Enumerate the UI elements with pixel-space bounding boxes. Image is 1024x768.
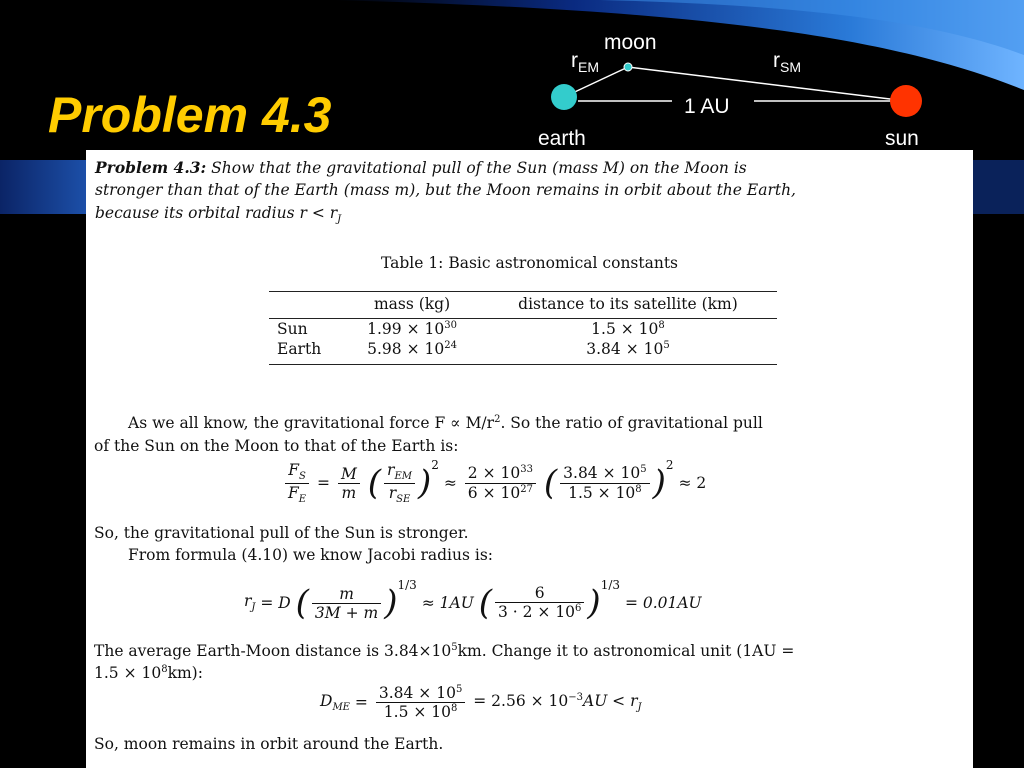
para1-exp: 2 <box>494 414 501 425</box>
r-em-main: r <box>571 49 578 72</box>
paren-close-3: ) <box>384 583 398 623</box>
n-den-exp: 27 <box>520 483 533 495</box>
rj <box>244 592 256 614</box>
mass-exp: 30 <box>444 320 457 331</box>
para4-2a: 1.5 × 10 <box>94 664 162 683</box>
para1-b: . So the ratio of gravitational pull <box>500 414 763 433</box>
table-header-row <box>269 292 777 319</box>
para4-2b: km): <box>167 664 203 683</box>
table-cell-mass <box>345 319 479 340</box>
f3-den-exp: 8 <box>451 703 458 715</box>
numeric-ratio-2 <box>560 464 649 501</box>
eq3-rhs-a: = 2.56 × 10 <box>473 692 569 711</box>
equation-distance <box>320 684 642 721</box>
d-den-exp: 8 <box>635 483 642 495</box>
para4-line1 <box>94 642 794 660</box>
paren-open-4: ( <box>478 583 492 623</box>
eq2-d: = D <box>260 594 291 612</box>
earth-label: earth <box>538 127 586 150</box>
table-header-0 <box>269 292 345 319</box>
big-m: M <box>338 465 360 484</box>
r-ratio <box>384 461 415 504</box>
eq2-exp: 1/3 <box>397 578 417 592</box>
problem-sub-3: J <box>337 214 342 226</box>
conclusion: So, moon remains in orbit around the Earth. <box>94 735 444 753</box>
paren-close: ) <box>418 463 432 503</box>
r-em-sub: EM <box>394 471 412 483</box>
para1-line2: of the Sun on the Moon to that of the Earth is: <box>94 437 459 455</box>
r-se-sub: SE <box>396 493 411 505</box>
constants-table <box>269 291 777 365</box>
eq2-exp2: 1/3 <box>600 578 620 592</box>
rj-main: r <box>244 592 252 611</box>
dist-base: 3.84 × 10 <box>586 340 664 359</box>
paren-open: ( <box>367 463 382 503</box>
para1-line1 <box>128 414 763 432</box>
numeric-ratio-1 <box>465 464 536 501</box>
six-over-denominator <box>495 584 584 621</box>
eq1-exp: 2 <box>431 458 439 472</box>
problem-text-1: Show that the gravitational pull of the Sun (mass M) on the Moon is <box>211 159 747 177</box>
paren-open-2: ( <box>543 463 558 503</box>
para4-exp: 5 <box>451 642 458 653</box>
eq3-rhs-exp: −3 <box>568 692 583 704</box>
problem-line-3 <box>95 204 341 225</box>
f2-den-exp: 6 <box>575 603 582 615</box>
para3: From formula (4.10) we know Jacobi radius is: <box>128 546 494 564</box>
moon-label: moon <box>604 31 657 54</box>
eq2-result: = 0.01AU <box>624 594 702 612</box>
d-num-exp: 5 <box>640 464 647 476</box>
f2-den: 3 · 2 × 10 <box>497 603 576 622</box>
para4-line2 <box>94 664 203 682</box>
r-sm-sub: SM <box>780 59 801 75</box>
r-se: r <box>388 483 397 502</box>
dist-exp: 8 <box>658 320 665 331</box>
table-row <box>269 339 777 365</box>
slide-title: Problem 4.3 <box>48 87 332 143</box>
eq3-rhs-b: AU < r <box>583 692 638 711</box>
eq3-equals: = <box>354 693 368 712</box>
table-cell-distance <box>479 339 777 365</box>
para1-a: As we all know, the gravitational force F ∝ M/r <box>128 414 495 433</box>
f1-den: 3M + m <box>314 603 379 622</box>
sun-label: sun <box>885 127 919 150</box>
d-num: 3.84 × 10 <box>563 464 641 483</box>
dist-exp: 5 <box>663 340 670 352</box>
fe-sub: E <box>298 493 307 505</box>
dme-main: D <box>320 692 333 711</box>
m-over-3m-plus-m <box>312 585 381 622</box>
dme <box>320 692 350 714</box>
eq1-result: ≈ 2 <box>678 474 707 492</box>
para4-a: The average Earth-Moon distance is 3.84×10 <box>94 642 452 661</box>
dist-base: 1.5 × 10 <box>591 320 659 339</box>
problem-line-1 <box>95 158 747 177</box>
f2-num: 6 <box>495 584 584 603</box>
problem-heading: Problem 4.3: <box>95 158 207 177</box>
f3-den: 1.5 × 10 <box>383 703 451 722</box>
eq1-exp2: 2 <box>665 458 674 472</box>
mass-exp: 24 <box>444 340 457 352</box>
distance-ratio <box>376 684 465 721</box>
fs: F <box>288 461 299 480</box>
r-em-sub: EM <box>578 59 599 75</box>
para4-b: km. Change it to astronomical unit (1AU = <box>457 642 795 661</box>
dme-sub: ME <box>332 702 350 714</box>
moon-sun-line <box>628 67 906 101</box>
fe: F <box>288 483 299 502</box>
para2: So, the gravitational pull of the Sun is stronger. <box>94 524 469 542</box>
table-cell-mass <box>345 339 479 365</box>
sun-circle <box>890 85 922 117</box>
table-row <box>269 319 777 340</box>
f3-num-exp: 5 <box>455 684 463 695</box>
mass-base: 1.99 × 10 <box>367 320 445 339</box>
eq3-rhs-sub: J <box>637 702 642 714</box>
r-sm-label <box>773 49 801 75</box>
equation-ratio <box>282 458 706 505</box>
orbit-diagram <box>0 0 1024 160</box>
distance-label: 1 AU <box>684 95 730 118</box>
problem-document <box>86 150 973 768</box>
fs-over-fe <box>285 461 309 504</box>
table-header-mass: mass (kg) <box>345 292 479 319</box>
eq2-approx: ≈ 1AU <box>421 594 474 612</box>
equation-jacobi <box>244 578 702 623</box>
problem-text-3: because its orbital radius r < r <box>95 204 338 222</box>
table-cell-distance <box>479 319 777 340</box>
f3-num: 3.84 × 10 <box>378 684 456 703</box>
paren-close-2: ) <box>652 463 666 503</box>
fs-sub: S <box>298 471 306 483</box>
mass-base: 5.98 × 10 <box>367 340 445 359</box>
paren-open-3: ( <box>295 583 309 623</box>
paren-close-4: ) <box>587 583 601 623</box>
table-header-distance: distance to its satellite (km) <box>479 292 777 319</box>
table-caption: Table 1: Basic astronomical constants <box>380 254 679 272</box>
earth-circle <box>551 84 577 110</box>
m-over-m <box>338 465 360 502</box>
para4-2exp: 8 <box>161 664 168 675</box>
d-den: 1.5 × 10 <box>568 483 636 502</box>
eq1-equals: = <box>317 474 331 492</box>
moon-circle <box>624 63 632 71</box>
n-num: 2 × 10 <box>467 464 521 483</box>
r-em-label <box>571 49 599 75</box>
small-m: m <box>341 483 357 502</box>
rj-sub: J <box>251 602 256 614</box>
eq1-approx: ≈ <box>443 474 457 492</box>
r-em: r <box>387 461 395 480</box>
n-den: 6 × 10 <box>467 483 521 502</box>
eq3-rhs <box>473 692 642 714</box>
table-cell-name: Earth <box>269 339 345 365</box>
n-num-exp: 33 <box>520 464 533 476</box>
r-sm-main: r <box>773 49 780 72</box>
table-cell-name: Sun <box>277 320 308 339</box>
f1-num: m <box>312 585 381 604</box>
problem-line-2: stronger than that of the Earth (mass m), but the Moon remains in orbit about the Earth, <box>95 181 796 199</box>
